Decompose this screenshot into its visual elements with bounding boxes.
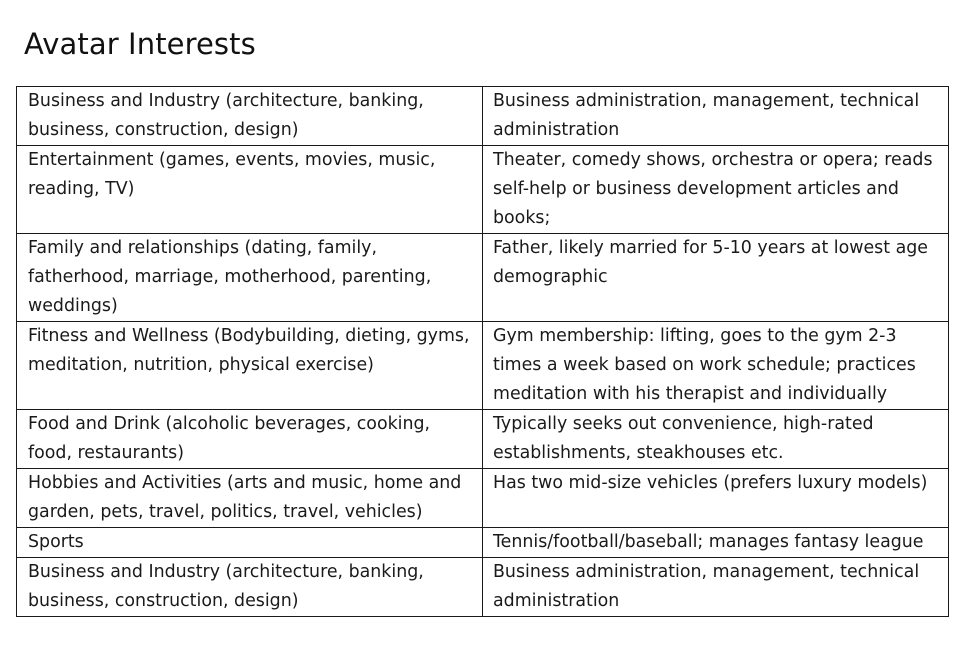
table-row xyxy=(17,558,949,617)
interest-detail-cell[interactable]: Business administration, management, technical administration xyxy=(483,87,949,146)
table-row xyxy=(17,322,949,410)
interest-category-cell[interactable]: Family and relationships (dating, family, fatherhood, marriage, motherhood, parenting, weddings) xyxy=(17,234,483,322)
interest-detail-cell[interactable]: Has two mid-size vehicles (prefers luxury models) xyxy=(483,469,949,528)
interest-detail-cell[interactable]: Typically seeks out convenience, high-rated establishments, steakhouses etc. xyxy=(483,410,949,469)
table-row xyxy=(17,469,949,528)
interest-category-cell[interactable]: Food and Drink (alcoholic beverages, cooking, food, restaurants) xyxy=(17,410,483,469)
interest-detail-cell[interactable]: Gym membership: lifting, goes to the gym 2-3 times a week based on work schedule; practices meditation with his therapist and individually xyxy=(483,322,949,410)
document-title[interactable]: Avatar Interests xyxy=(24,27,256,61)
interest-detail-cell[interactable]: Theater, comedy shows, orchestra or opera; reads self-help or business development articles and books; xyxy=(483,146,949,234)
interest-detail-cell[interactable]: Tennis/football/baseball; manages fantasy league xyxy=(483,528,949,558)
interest-category-cell[interactable]: Sports xyxy=(17,528,483,558)
interests-table-container xyxy=(16,86,948,617)
interest-category-cell[interactable]: Business and Industry (architecture, banking, business, construction, design) xyxy=(17,87,483,146)
table-row xyxy=(17,87,949,146)
interest-detail-cell[interactable]: Father, likely married for 5-10 years at lowest age demographic xyxy=(483,234,949,322)
table-row xyxy=(17,146,949,234)
table-row xyxy=(17,528,949,558)
interest-category-cell[interactable]: Entertainment (games, events, movies, music, reading, TV) xyxy=(17,146,483,234)
interest-detail-cell[interactable]: Business administration, management, technical administration xyxy=(483,558,949,617)
table-row xyxy=(17,234,949,322)
interest-category-cell[interactable]: Hobbies and Activities (arts and music, home and garden, pets, travel, politics, travel, vehicles) xyxy=(17,469,483,528)
interest-category-cell[interactable]: Fitness and Wellness (Bodybuilding, dieting, gyms, meditation, nutrition, physical exercise) xyxy=(17,322,483,410)
table-row xyxy=(17,410,949,469)
interest-category-cell[interactable]: Business and Industry (architecture, banking, business, construction, design) xyxy=(17,558,483,617)
interests-table xyxy=(16,86,949,617)
